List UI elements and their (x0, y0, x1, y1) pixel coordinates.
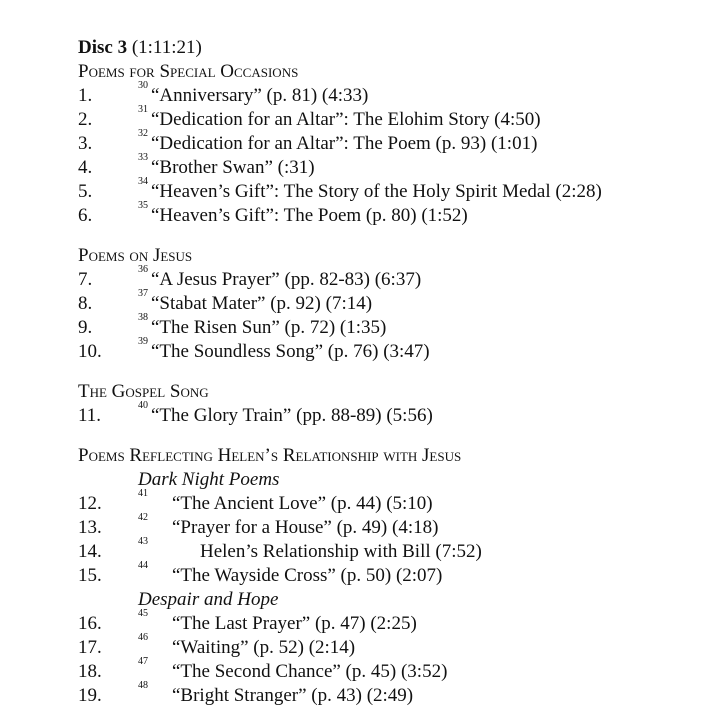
track-title: “Waiting” (p. 52) (2:14) (172, 637, 356, 658)
footnote-number: 40 (138, 400, 148, 411)
track-number: 10. (78, 341, 102, 362)
section-heading: Poems for Special Occasions (78, 61, 299, 82)
footnote-number: 48 (138, 680, 148, 691)
disc-duration: (1:11:21) (131, 37, 202, 58)
subsection-heading-row (78, 468, 708, 492)
track-row (78, 608, 708, 636)
track-number: 17. (78, 637, 102, 658)
track-title: Helen’s Relationship with Bill (7:52) (200, 541, 482, 562)
track-number: 4. (78, 157, 93, 178)
track-number: 9. (78, 317, 93, 338)
track-row (78, 264, 708, 292)
track-number: 7. (78, 269, 93, 290)
footnote-number: 32 (138, 128, 148, 139)
track-row (78, 680, 708, 708)
subsection-heading: Despair and Hope (138, 589, 279, 610)
track-row (78, 336, 708, 364)
subsection-heading: Dark Night Poems (138, 469, 280, 490)
track-number: 11. (78, 405, 102, 426)
track-row (78, 656, 708, 684)
track-title: “Bright Stranger” (p. 43) (2:49) (172, 685, 414, 706)
track-title: “Anniversary” (p. 81) (4:33) (151, 85, 369, 106)
track-title: “The Glory Train” (pp. 88-89) (5:56) (151, 405, 433, 426)
track-title: “Heaven’s Gift”: The Story of the Holy Spirit Medal (2:28) (151, 181, 602, 202)
track-number: 15. (78, 565, 102, 586)
track-title: “Dedication for an Altar”: The Poem (p. 93) (1:01) (151, 133, 538, 154)
track-number: 14. (78, 541, 102, 562)
track-title: “The Soundless Song” (p. 76) (3:47) (151, 341, 430, 362)
track-title: “The Second Chance” (p. 45) (3:52) (172, 661, 448, 682)
track-title: “Heaven’s Gift”: The Poem (p. 80) (1:52) (151, 205, 468, 226)
footnote-number: 35 (138, 200, 148, 211)
disc-title: Disc 3 (78, 37, 128, 58)
track-number: 2. (78, 109, 93, 130)
section-spacer (78, 228, 708, 244)
footnote-number: 31 (138, 104, 148, 115)
track-row (78, 536, 708, 564)
track-row (78, 488, 708, 516)
track-title: “Stabat Mater” (p. 92) (7:14) (151, 293, 373, 314)
track-number: 16. (78, 613, 102, 634)
track-row (78, 400, 708, 428)
track-number: 6. (78, 205, 93, 226)
footnote-number: 47 (138, 656, 148, 667)
track-row (78, 152, 708, 180)
footnote-number: 41 (138, 488, 148, 499)
track-title: “A Jesus Prayer” (pp. 82-83) (6:37) (151, 269, 422, 290)
track-row (78, 200, 708, 228)
track-title: “Brother Swan” (:31) (151, 157, 315, 178)
footnote-number: 34 (138, 176, 148, 187)
track-row (78, 176, 708, 204)
section-heading: Poems Reflecting Helen’s Relationship with Jesus (78, 445, 462, 466)
track-title: “Prayer for a House” (p. 49) (4:18) (172, 517, 439, 538)
footnote-number: 37 (138, 288, 148, 299)
footnote-number: 38 (138, 312, 148, 323)
footnote-number: 43 (138, 536, 148, 547)
track-row (78, 128, 708, 156)
track-number: 12. (78, 493, 102, 514)
section-spacer (78, 428, 708, 444)
track-row (78, 104, 708, 132)
track-number: 1. (78, 85, 93, 106)
footnote-number: 44 (138, 560, 148, 571)
footnote-number: 42 (138, 512, 148, 523)
track-title: “The Last Prayer” (p. 47) (2:25) (172, 613, 417, 634)
footnote-number: 46 (138, 632, 148, 643)
track-row (78, 632, 708, 660)
subsection-heading-row (78, 588, 708, 612)
section-heading: The Gospel Song (78, 381, 209, 402)
footnote-number: 36 (138, 264, 148, 275)
track-title: “The Wayside Cross” (p. 50) (2:07) (172, 565, 443, 586)
track-number: 3. (78, 133, 93, 154)
track-number: 8. (78, 293, 93, 314)
track-number: 5. (78, 181, 93, 202)
footnote-number: 45 (138, 608, 148, 619)
footnote-number: 39 (138, 336, 148, 347)
footnote-number: 33 (138, 152, 148, 163)
section-spacer (78, 364, 708, 380)
footnote-number: 30 (138, 80, 148, 91)
track-title: “The Risen Sun” (p. 72) (1:35) (151, 317, 387, 338)
track-number: 19. (78, 685, 102, 706)
disc-header (78, 36, 708, 60)
track-listing (78, 36, 708, 708)
track-row (78, 512, 708, 540)
section-heading: Poems on Jesus (78, 245, 193, 266)
track-title: “Dedication for an Altar”: The Elohim Story (4:50) (151, 109, 541, 130)
track-number: 18. (78, 661, 102, 682)
track-row (78, 312, 708, 340)
track-title: “The Ancient Love” (p. 44) (5:10) (172, 493, 433, 514)
track-row (78, 288, 708, 316)
track-row (78, 80, 708, 108)
track-number: 13. (78, 517, 102, 538)
track-row (78, 560, 708, 588)
